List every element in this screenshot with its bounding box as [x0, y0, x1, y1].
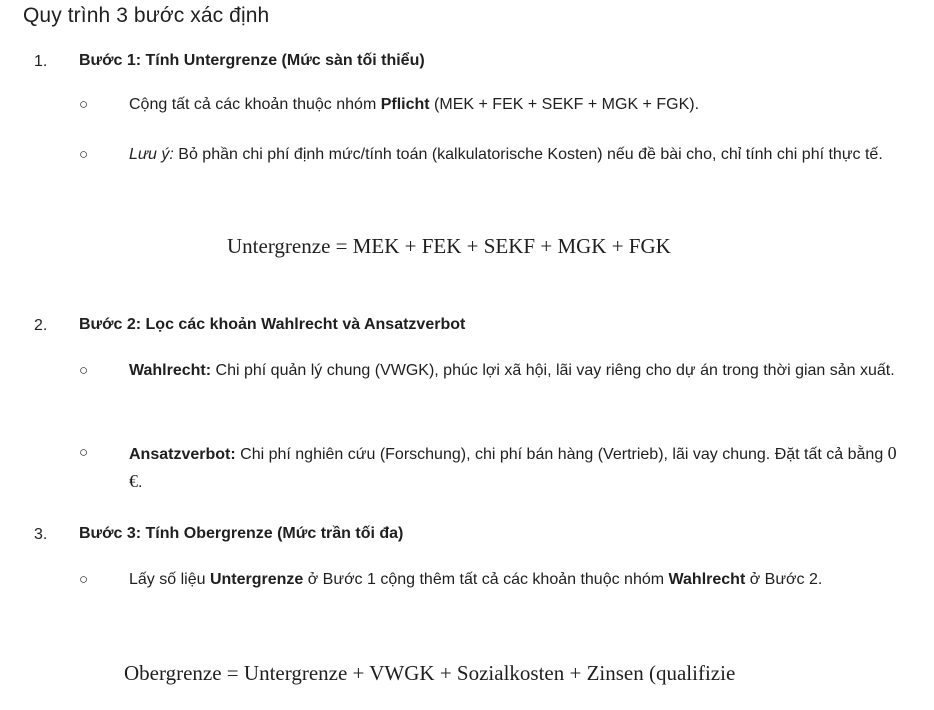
text: ở Bước 2. [745, 571, 823, 588]
page-title: Quy trình 3 bước xác định [23, 4, 270, 27]
bullet-icon: ○ [79, 362, 89, 379]
text: Chi phí quản lý chung (VWGK), phúc lợi xã hội, lãi vay riêng cho dự án trong thời gian sản xuất. [211, 362, 895, 379]
step-1-bullet-2 [129, 142, 909, 168]
step-2-heading: Bước 2: Lọc các khoản Wahlrecht và Ansatzverbot [79, 316, 466, 333]
bold-term: Untergrenze [209, 571, 304, 588]
text: ở Bước 1 cộng thêm tất cả các khoản thuộc nhóm [303, 571, 669, 588]
step-3-bullet-1 [129, 567, 829, 593]
step-1-bullet-1 [129, 92, 909, 118]
bullet-icon: ○ [79, 444, 89, 461]
step-2-bullet-2 [129, 440, 899, 496]
step-3-heading: Bước 3: Tính Obergrenze (Mức trần tối đa) [79, 525, 404, 542]
bold-term: Wahlrecht: [129, 362, 212, 379]
text: Chi phí nghiên cứu (Forschung), chi phí bán hàng (Vertrieb), lãi vay chung. Đặt tất cả bằng [235, 446, 888, 463]
step-2-bullet-1 [129, 358, 899, 384]
bold-term: Wahlrecht [668, 571, 746, 588]
math-value: 0 € [129, 443, 897, 491]
bold-term: Ansatzverbot: [129, 446, 236, 463]
step-2-number: 2. [34, 317, 48, 334]
step-3-number: 3. [34, 526, 48, 543]
bold-term: Pflicht [380, 96, 430, 113]
formula-untergrenze: Untergrenze = MEK + FEK + SEKF + MGK + FGK [227, 234, 671, 258]
bullet-icon: ○ [79, 571, 89, 588]
bullet-icon: ○ [79, 96, 89, 113]
step-1-heading: Bước 1: Tính Untergrenze (Mức sàn tối thiểu) [79, 52, 425, 69]
text: (MEK + FEK + SEKF + MGK + FGK). [429, 96, 700, 113]
formula-obergrenze: Obergrenze = Untergrenze + VWGK + Sozialkosten + Zinsen (qualifizie [124, 661, 736, 685]
step-1-number: 1. [34, 53, 48, 70]
text: Cộng tất cả các khoản thuộc nhóm [129, 96, 381, 113]
text: . [138, 474, 143, 491]
bullet-icon: ○ [79, 146, 89, 163]
text: Bỏ phần chi phí định mức/tính toán (kalkulatorische Kosten) nếu đề bài cho, chỉ tính chi phí thực tế. [173, 146, 883, 163]
note-label: Lưu ý: [129, 146, 174, 163]
text: Lấy số liệu [129, 571, 210, 588]
